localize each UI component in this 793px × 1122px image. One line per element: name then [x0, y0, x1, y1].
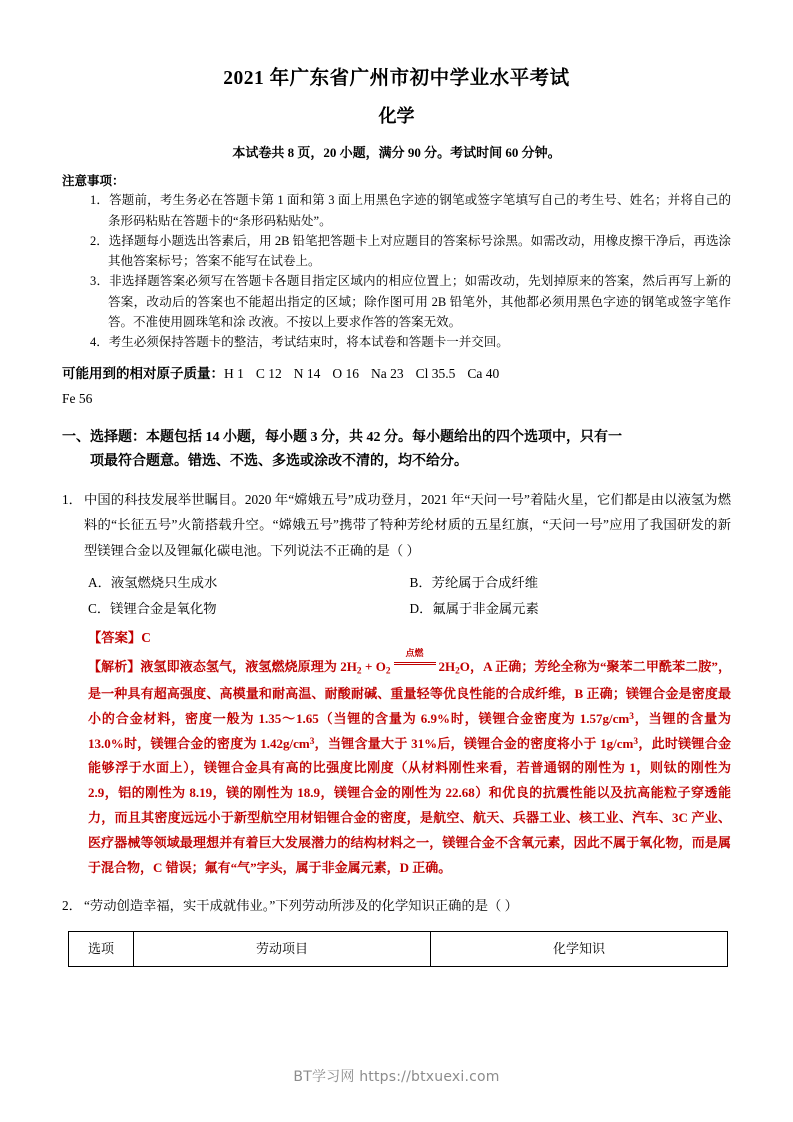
- reaction-condition-label: 点燃: [405, 647, 424, 658]
- notice-item: 2．选择题每小题选出答素后，用 2B 铅笔把答题卡上对应题目的答案标号涂黑。如需改动，用橡皮擦干净后，再选涂其他答案标号；答案不能写在试卷上。: [90, 233, 731, 269]
- answer-line: [62, 625, 731, 651]
- answer-value: C: [141, 630, 151, 646]
- reaction-arrow: [394, 647, 436, 671]
- analysis-text-3: 2H: [438, 659, 456, 675]
- atomic-mass-entry: Cl 35.5: [415, 366, 456, 382]
- table-header-chem-knowledge: 化学知识: [431, 932, 728, 967]
- atomic-mass-entry: N 14: [293, 366, 321, 382]
- section-heading: [62, 426, 733, 474]
- question-2-number: 2．: [62, 898, 82, 914]
- option-d[interactable]: D．氟属于非金属元素: [409, 601, 539, 617]
- subscript-h2-1: 2: [356, 666, 362, 677]
- analysis-text-2: + O: [361, 659, 386, 675]
- notice-heading: 注意事项：: [62, 173, 125, 188]
- table-header-row: [69, 932, 728, 967]
- atomic-mass-entry: C 12: [255, 366, 282, 382]
- question-1-text: 中国的科技发展举世瞩目。2020 年“嫦娥五号”成功登月，2021 年“天问一号”着陆火星，它们都是由以液氢为燃料的“长征五号”火箭搭载升空。“嫦娥五号”携带了特种芳纶材质的五星红旗，“天问一号”应用了我国研发的新型镁锂合金以及锂氟化碳电池。下列说法不正确的是（ ）: [84, 491, 731, 559]
- analysis-text-5: ，当锂的含量为 13.0%时，镁锂合金的密度为 1.42g/cm: [88, 710, 731, 751]
- exam-meta-line: 本试卷共 8 页，20 小题，满分 90 分。考试时间 60 分钟。: [232, 145, 561, 161]
- question-2-text: “劳动创造幸福，实干成就伟业。”下列劳动所涉及的化学知识正确的是（ ）: [84, 898, 518, 914]
- section-heading-line1: 一、选择题：本题包括 14 小题，每小题 3 分，共 42 分。每小题给出的四个选项中，只有一: [62, 430, 622, 446]
- question-1-number: 1．: [62, 491, 82, 507]
- option-row: [62, 596, 731, 622]
- option-row: [62, 570, 731, 596]
- answer-label: 【答案】: [88, 630, 142, 646]
- atomic-mass-values: [224, 366, 511, 381]
- atomic-mass-label: 可能用到的相对原子质量：: [62, 366, 224, 382]
- reaction-bar-bottom: [394, 664, 436, 665]
- analysis-text-4: O，A 正确；芳纶全称为“聚苯二甲酰苯二胺”，是一种具有超高强度、高模量和耐高温、耐酸耐碱、重量轻等优良性能的合成纤维，B 正确；镁锂合金是密度最小的合金材料，密度一般为 1.35～1.65（当锂的含量为 6.9%时，镁锂合金密度为 1.57g/cm: [88, 659, 731, 726]
- question-1-stem: [62, 487, 731, 565]
- page-title: 2021 年广东省广州市初中学业水平考试: [223, 68, 570, 89]
- notice-list: [0, 190, 793, 352]
- subscript-h2-2: 2: [455, 666, 460, 677]
- table-header-option: 选项: [69, 932, 134, 967]
- notice-block: [0, 161, 793, 353]
- question-2: [62, 893, 731, 919]
- question-1: [62, 487, 731, 882]
- notice-item: 1．答题前，考生务必在答题卡第 1 面和第 3 面上用黑色字迹的钢笔或签字笔填写自己的考生号、姓名；并将自己的条形码粘贴在答题卡的“条形码粘贴处”。: [90, 193, 731, 228]
- superscript-cm3-3: 3: [633, 736, 639, 747]
- option-a[interactable]: A．液氢燃烧只生成水: [88, 575, 218, 591]
- analysis-block: [62, 647, 731, 881]
- atomic-mass-entry: Na 23: [371, 366, 404, 382]
- analysis-text-7: ，此时镁锂合金能够浮于水面上），镁锂合金具有高的比强度比刚度（从材料刚性来看，若普通钢的刚性为 1，则钛的刚性为 2.9，铝的刚性为 8.19，镁的刚性为 18.9，镁锂合金的刚性为 22.68）和优良的抗震性能以及抗高能粒子穿透能力，而且其密度远远小于新型航空用材铝锂合金的密度，是航空、航天、兵器工业、核工业、汽车、3C 产业、医疗器械等领域最理想并有着巨大发展潜力的结构材料之一，镁锂合金不含氧元素，因此不属于氧化物，而是属于混合物，C 错误；氟有“气”字头，属于非金属元素，D 正确。: [88, 735, 731, 876]
- question-2-table: [68, 931, 728, 967]
- analysis-text-6: ，当锂含量大于 31%后，镁锂合金的密度将小于 1g/cm: [314, 735, 634, 751]
- superscript-cm3-1: 3: [629, 711, 634, 722]
- reaction-bar-top: [394, 662, 436, 663]
- atomic-mass-entry: Ca 40: [467, 366, 500, 382]
- subscript-o2: 2: [385, 666, 391, 677]
- section-heading-line2: 项最符合题意。错选、不选、多选或涂改不清的，均不给分。: [90, 454, 468, 470]
- option-c[interactable]: C．镁锂合金是氧化物: [88, 601, 217, 617]
- notice-item: 4．考生必须保持答题卡的整洁，考试结束时，将本试卷和答题卡一并交回。: [90, 335, 509, 350]
- analysis-label: 【解析】: [88, 659, 141, 675]
- analysis-text-1: 液氢即液态氢气，液氢燃烧原理为 2H: [140, 659, 357, 675]
- atomic-mass-entry: H 1: [224, 366, 244, 382]
- atomic-mass-entry: O 16: [332, 366, 360, 382]
- atomic-mass-line: [62, 362, 731, 387]
- question-2-stem: [62, 893, 731, 919]
- question-1-options: [62, 570, 731, 622]
- option-b[interactable]: B．芳纶属于合成纤维: [409, 575, 539, 591]
- subject-title: 化学: [378, 106, 415, 127]
- table-header-labor-item: 劳动项目: [134, 932, 431, 967]
- notice-item: 3．非选择题答案必须写在答题卡各题目指定区域内的相应位置上；如需改动，先划掉原来的答案，然后再写上新的答案，改动后的答案也不能超出指定的区域；除作图可用 2B 铅笔外，其他都必须用黑色字迹的钢笔或签字笔作答。不准使用圆珠笔和涂 改液。不按以上要求作答的答案无效。: [90, 274, 731, 329]
- atomic-mass-line-2: Fe 56: [62, 391, 93, 407]
- footer-watermark: BT学习网 https://btxuexi.com: [293, 1069, 500, 1085]
- superscript-cm3-2: 3: [309, 736, 315, 747]
